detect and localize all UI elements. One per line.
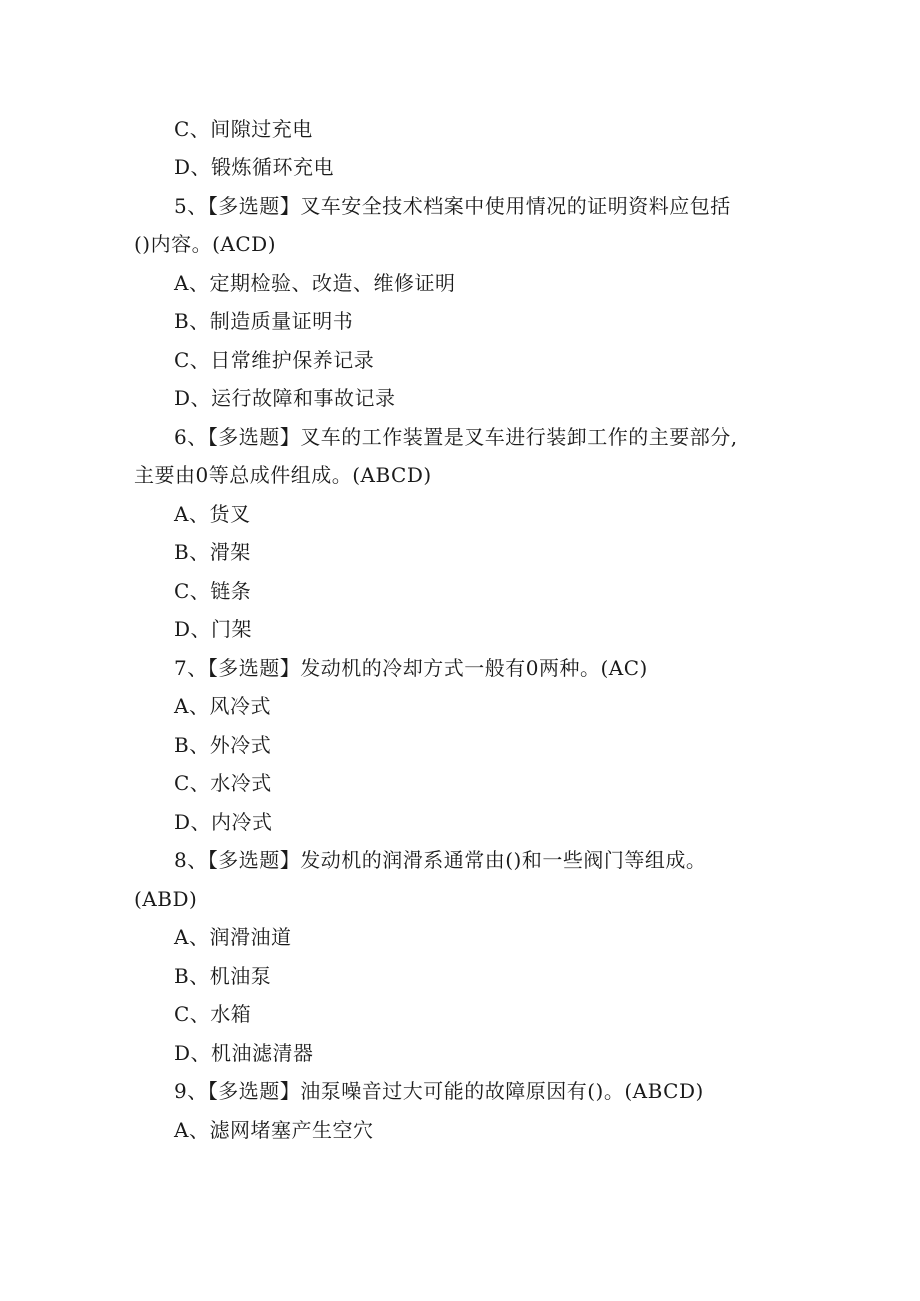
option-line: A、定期检验、改造、维修证明 (174, 271, 456, 295)
option-line: A、货叉 (174, 502, 251, 526)
option-line: B、制造质量证明书 (174, 309, 354, 333)
option-line: B、机油泵 (174, 964, 272, 988)
option-line: D、门架 (174, 617, 253, 641)
option-line: D、内冷式 (174, 810, 273, 834)
question-continuation-line: (ABD) (134, 887, 198, 911)
question-continuation-line: ()内容。(ACD) (134, 232, 276, 256)
option-line: A、滤网堵塞产生空穴 (174, 1118, 374, 1142)
option-line: D、机油滤清器 (174, 1041, 314, 1065)
question-line: 8、【多选题】发动机的润滑系通常由()和一些阀门等组成。 (174, 848, 707, 872)
question-line: 5、【多选题】叉车安全技术档案中使用情况的证明资料应包括 (174, 194, 731, 218)
option-line: C、水冷式 (174, 771, 272, 795)
option-line: A、润滑油道 (174, 925, 292, 949)
option-line: C、链条 (174, 579, 252, 603)
option-line: C、间隙过充电 (174, 117, 313, 141)
option-line: C、日常维护保养记录 (174, 348, 375, 372)
question-continuation-line: 主要由0等总成件组成。(ABCD) (134, 463, 432, 487)
question-line: 7、【多选题】发动机的冷却方式一般有0两种。(AC) (174, 656, 648, 680)
option-line: D、锻炼循环充电 (174, 155, 335, 179)
option-line: C、水箱 (174, 1002, 252, 1026)
option-line: B、外冷式 (174, 733, 272, 757)
question-line: 9、【多选题】油泵噪音过大可能的故障原因有()。(ABCD) (174, 1079, 704, 1103)
question-line: 6、【多选题】叉车的工作装置是叉车进行装卸工作的主要部分, (174, 425, 738, 449)
option-line: A、风冷式 (174, 694, 271, 718)
option-line: B、滑架 (174, 540, 251, 564)
option-line: D、运行故障和事故记录 (174, 386, 396, 410)
